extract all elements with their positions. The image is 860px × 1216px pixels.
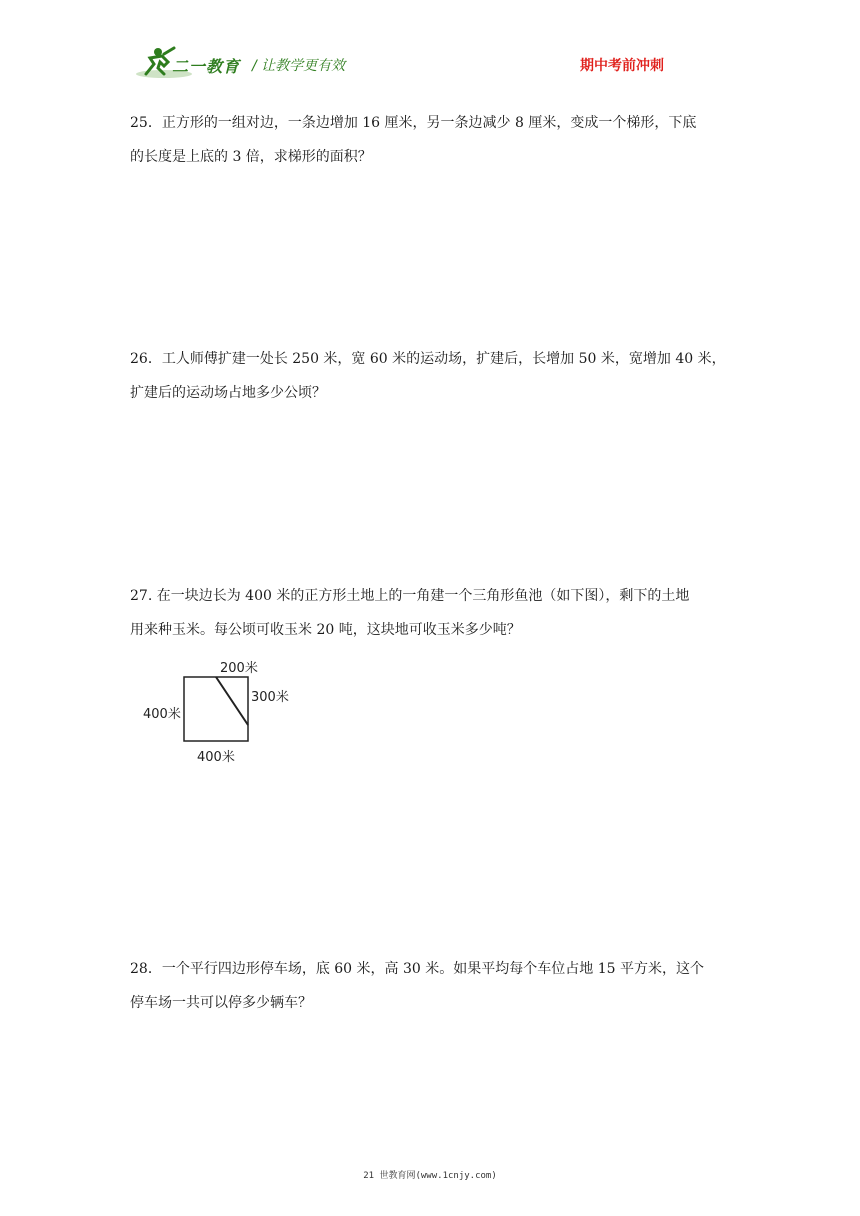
question-25 xyxy=(130,106,730,174)
question-28 xyxy=(130,952,730,1020)
question-text-line: 28．一个平行四边形停车场，底 60 米，高 30 米。如果平均每个车位占地 15 平方米，这个 xyxy=(130,961,704,977)
fish-pond-boundary xyxy=(216,677,248,725)
question-text-line: 停车场一共可以停多少辆车？ xyxy=(130,995,312,1011)
figure-right-label: 300米 xyxy=(251,690,289,705)
brand-slogan: / 让教学更有效 xyxy=(252,58,346,74)
question-text-line: 扩建后的运动场占地多少公顷？ xyxy=(130,385,326,401)
page-footer: 21 世教育网(www.1cnjy.com) xyxy=(363,1171,497,1181)
square-land-figure xyxy=(140,655,300,765)
exam-title: 期中考前冲刺 xyxy=(580,58,664,74)
question-27 xyxy=(130,579,730,647)
figure-bottom-label: 400米 xyxy=(197,750,235,765)
question-26 xyxy=(130,342,730,410)
question-text-line: 的长度是上底的 3 倍，求梯形的面积？ xyxy=(130,149,372,165)
figure-top-label: 200米 xyxy=(220,661,258,676)
question-text-line: 26．工人师傅扩建一处长 250 米，宽 60 米的运动场，扩建后，长增加 50 米，宽增加 40 米， xyxy=(130,351,726,367)
question-text-line: 27. 在一块边长为 400 米的正方形土地上的一角建一个三角形鱼池（如下图），剩下的土地 xyxy=(130,588,690,604)
figure-left-label: 400米 xyxy=(143,707,181,722)
question-text-line: 25．正方形的一组对边，一条边增加 16 厘米，另一条边减少 8 厘米，变成一个梯形，下底 xyxy=(130,115,697,131)
question-text-line: 用来种玉米。每公顷可收玉米 20 吨，这块地可收玉米多少吨？ xyxy=(130,622,521,638)
brand-name: 二一教育 xyxy=(172,57,241,76)
page-header xyxy=(0,0,860,90)
